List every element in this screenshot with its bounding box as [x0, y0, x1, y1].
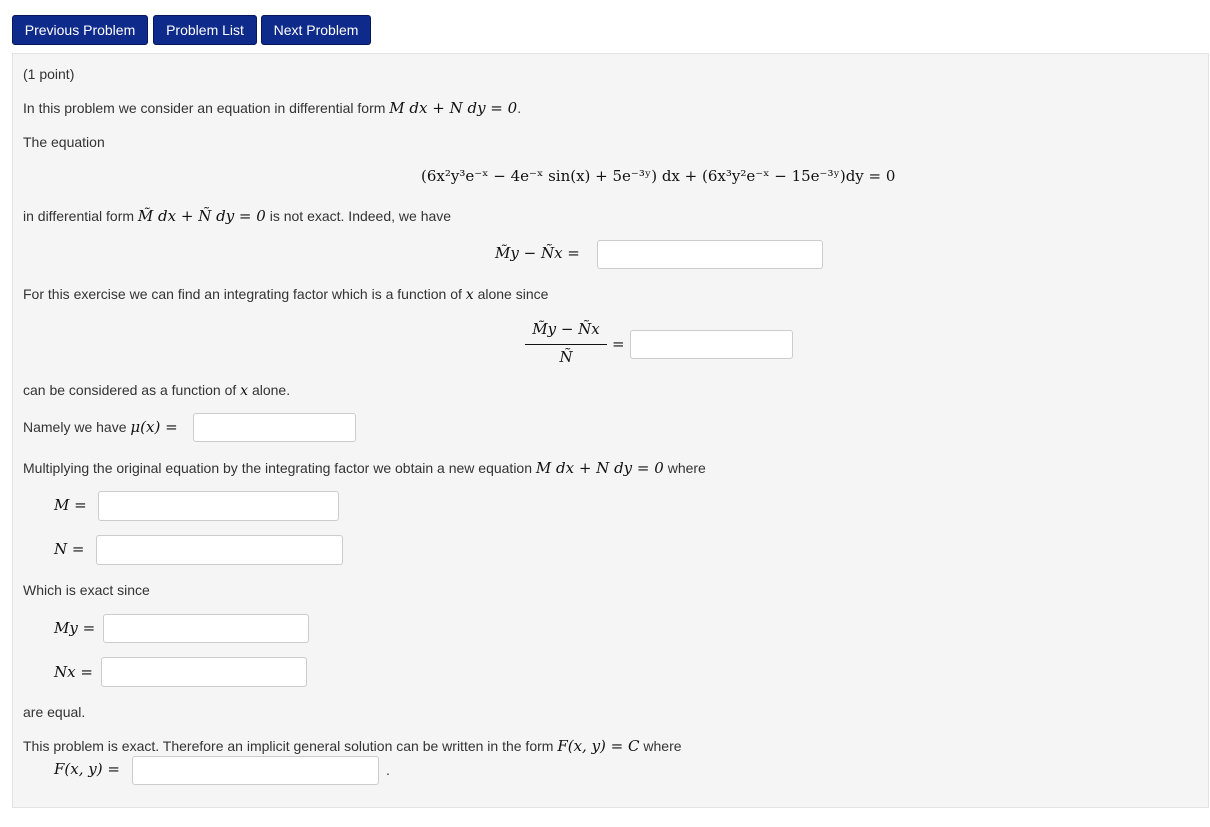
intro-text: In this problem we consider an equation in differential form: [23, 100, 386, 116]
multiplying-line: [23, 459, 706, 477]
intro-math: M dx + N dy = 0: [389, 99, 518, 117]
F-input[interactable]: [132, 756, 379, 785]
multiplying-text: Multiplying the original equation by the integrating factor we obtain a new equation: [23, 460, 532, 476]
where-text: where: [667, 460, 706, 476]
N-input[interactable]: [96, 535, 343, 565]
final-where: where: [643, 738, 682, 754]
Nx-input[interactable]: [101, 657, 307, 687]
multiplying-math: M dx + N dy = 0: [535, 459, 664, 477]
problem-list-button[interactable]: Problem List: [153, 15, 257, 45]
considered-text: can be considered as a function of: [23, 382, 237, 398]
points-label: (1 point): [23, 66, 75, 82]
differential-form-line: [23, 207, 451, 225]
namely-line: [23, 418, 178, 436]
M-label: M =: [54, 496, 87, 514]
My-input[interactable]: [103, 614, 309, 643]
considered-line: [23, 382, 290, 399]
final-text: This problem is exact. Therefore an implicit general solution can be written in the form: [23, 738, 554, 754]
alone-text: alone.: [251, 382, 291, 398]
M-input[interactable]: [98, 491, 339, 521]
Nx-label: Nx =: [54, 663, 93, 681]
x-variable-2: x: [240, 383, 249, 399]
my-minus-nx-input[interactable]: [597, 240, 823, 269]
problem-panel: [12, 53, 1209, 808]
my-minus-nx-label: M̃y − Ñx =: [495, 244, 580, 262]
mu-input[interactable]: [193, 413, 356, 442]
N-label: N =: [54, 540, 85, 558]
x-variable: x: [465, 287, 474, 303]
ratio-equals: =: [612, 335, 625, 353]
exact-since-label: Which is exact since: [23, 582, 150, 598]
integrating-factor-line: [23, 286, 548, 303]
ratio-numerator: M̃y − Ñx: [532, 320, 600, 338]
final-line: [23, 737, 682, 755]
main-equation: (6x²y³e⁻ˣ − 4e⁻ˣ sin(x) + 5e⁻³ʸ) dx + (6x³y²e⁻ˣ − 15e⁻³ʸ)dy = 0: [421, 167, 896, 185]
ratio-denominator: Ñ: [559, 348, 573, 366]
are-equal-label: are equal.: [23, 704, 86, 720]
diff-form-math: M̃ dx + Ñ dy = 0: [137, 207, 266, 225]
mu-label: μ(x) =: [130, 418, 178, 436]
My-label: My =: [54, 619, 96, 637]
the-equation-label: The equation: [23, 134, 105, 150]
ratio-input[interactable]: [630, 330, 793, 359]
integrating-text: For this exercise we can find an integrating factor which is a function of: [23, 286, 462, 302]
previous-problem-button[interactable]: Previous Problem: [12, 15, 148, 45]
not-exact-text: is not exact. Indeed, we have: [269, 208, 452, 224]
alone-since-text: alone since: [477, 286, 549, 302]
final-period: .: [386, 762, 390, 778]
namely-text: Namely we have: [23, 419, 127, 435]
fraction-bar: [525, 344, 607, 345]
in-diff-form-text: in differential form: [23, 208, 135, 224]
intro-line: [23, 99, 521, 117]
intro-end: .: [517, 100, 522, 116]
final-math: F(x, y) = C: [557, 737, 640, 755]
F-label: F(x, y) =: [54, 760, 120, 778]
next-problem-button[interactable]: Next Problem: [261, 15, 371, 45]
